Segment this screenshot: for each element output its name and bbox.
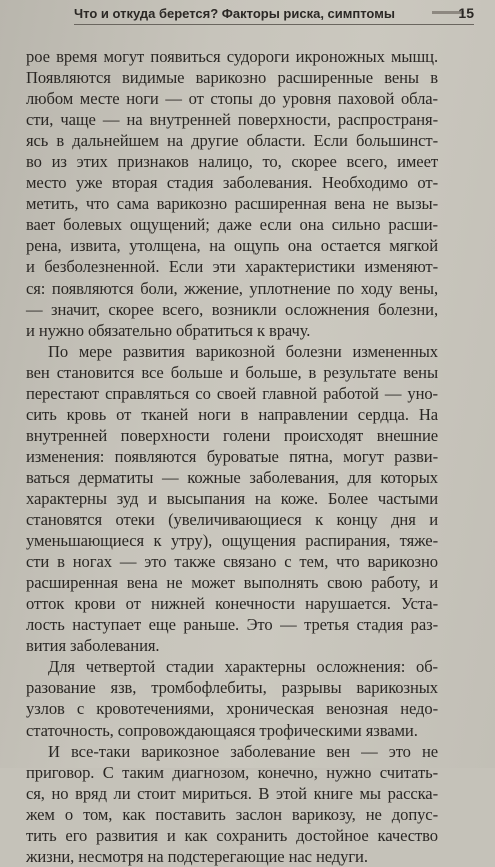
paragraph — [26, 341, 438, 657]
text-line: — значит, скорее всего, возникли осложнения болезни, — [26, 299, 438, 319]
text-line: приговор. С таким диагнозом, конечно, нужно считать- — [26, 762, 438, 782]
text-line: сить кровь от тканей ноги в направлении сердца. На — [26, 404, 438, 424]
text-line: тить его развития и как сохранить достойное качество — [26, 825, 438, 845]
text-line: статочность, сопровождающаяся трофическими язвами. — [26, 720, 418, 740]
text-line: перестают справляться со своей главной работой — уно- — [26, 383, 438, 403]
text-line: место уже вторая стадия заболевания. Необходимо от- — [26, 173, 438, 193]
paragraph — [26, 656, 438, 740]
text-line: Для четвертой стадии характерны осложнения: об- — [48, 657, 438, 677]
text-line: вен становится все больше и больше, в результате вены — [26, 362, 438, 382]
text-line: во из этих признаков налицо, то, скорее всего, имеет — [26, 152, 438, 172]
text-line: Появляются видимые варикозно расширенные вены в — [26, 68, 438, 88]
text-line: отток крови от нижней конечности нарушается. Уста- — [26, 594, 438, 614]
paragraph — [26, 46, 438, 341]
text-line: метить, что сама варикозно расширенная вена не вызы- — [26, 194, 438, 214]
text-line: сти в ногах — это также связано с тем, что варикозно — [26, 552, 438, 572]
text-line: И все-таки варикозное заболевание вен — это не — [48, 741, 438, 761]
running-title: Что и откуда берется? Факторы риска, симптомы — [74, 6, 395, 21]
text-line: сти, чаще — на внутренней поверхности, распространя- — [26, 110, 438, 130]
text-line: изменения: появляются буроватые пятна, могут разви- — [26, 446, 438, 466]
text-line: ся: появляются боли, жжение, уплотнение по ходу вены, — [26, 278, 438, 298]
text-line: жизни, несмотря на подстерегающие нас недуги. — [26, 846, 368, 866]
paragraph — [26, 741, 438, 867]
text-line: разование язв, тромбофлебиты, разрывы варикозных — [26, 678, 438, 698]
text-line: внутренней поверхности голени происходят внешние — [26, 425, 438, 445]
text-line: ваться дерматиты — кожные заболевания, для которых — [26, 467, 438, 487]
text-line: узлов с кровотечениями, хроническая венозная недо- — [26, 699, 438, 719]
text-line: и нужно обязательно обратиться к врачу. — [26, 320, 311, 340]
text-line: ясь в дальнейшем на другие области. Если большинст- — [26, 131, 438, 151]
text-line: вает болевых ощущений; даже если она сильно расши- — [26, 215, 438, 235]
page-header — [74, 4, 474, 25]
page-number: 15 — [458, 5, 474, 21]
text-line: По мере развития варикозной болезни измененных — [48, 341, 438, 361]
text-line: и безболезненной. Если эти характеристики изменяют- — [26, 257, 438, 277]
text-line: рое время могут появиться судороги икроножных мышц. — [26, 47, 438, 66]
text-line: ся, но вряд ли стоит мириться. В этой книге мы расска- — [26, 783, 438, 803]
body-text — [26, 46, 438, 867]
text-line: рена, извита, утолщена, на ощупь она остается мягкой — [26, 236, 438, 256]
text-line: становятся отеки (увеличивающиеся к концу дня и — [26, 510, 438, 530]
text-line: расширенная вена не может выполнять свою работу, и — [26, 573, 438, 593]
text-line: уменьшающиеся к утру), ощущения распирания, тяже- — [26, 531, 438, 551]
text-line: жем о том, как поставить заслон варикозу, не допус- — [26, 804, 438, 824]
text-line: характерны зуд и высыпания на коже. Более частыми — [26, 488, 438, 508]
text-line: лость наступает еще раньше. Это — третья стадия раз- — [26, 615, 438, 635]
text-line: любом месте ноги — от стопы до уровня паховой обла- — [26, 89, 438, 109]
text-line: вития заболевания. — [26, 636, 160, 656]
